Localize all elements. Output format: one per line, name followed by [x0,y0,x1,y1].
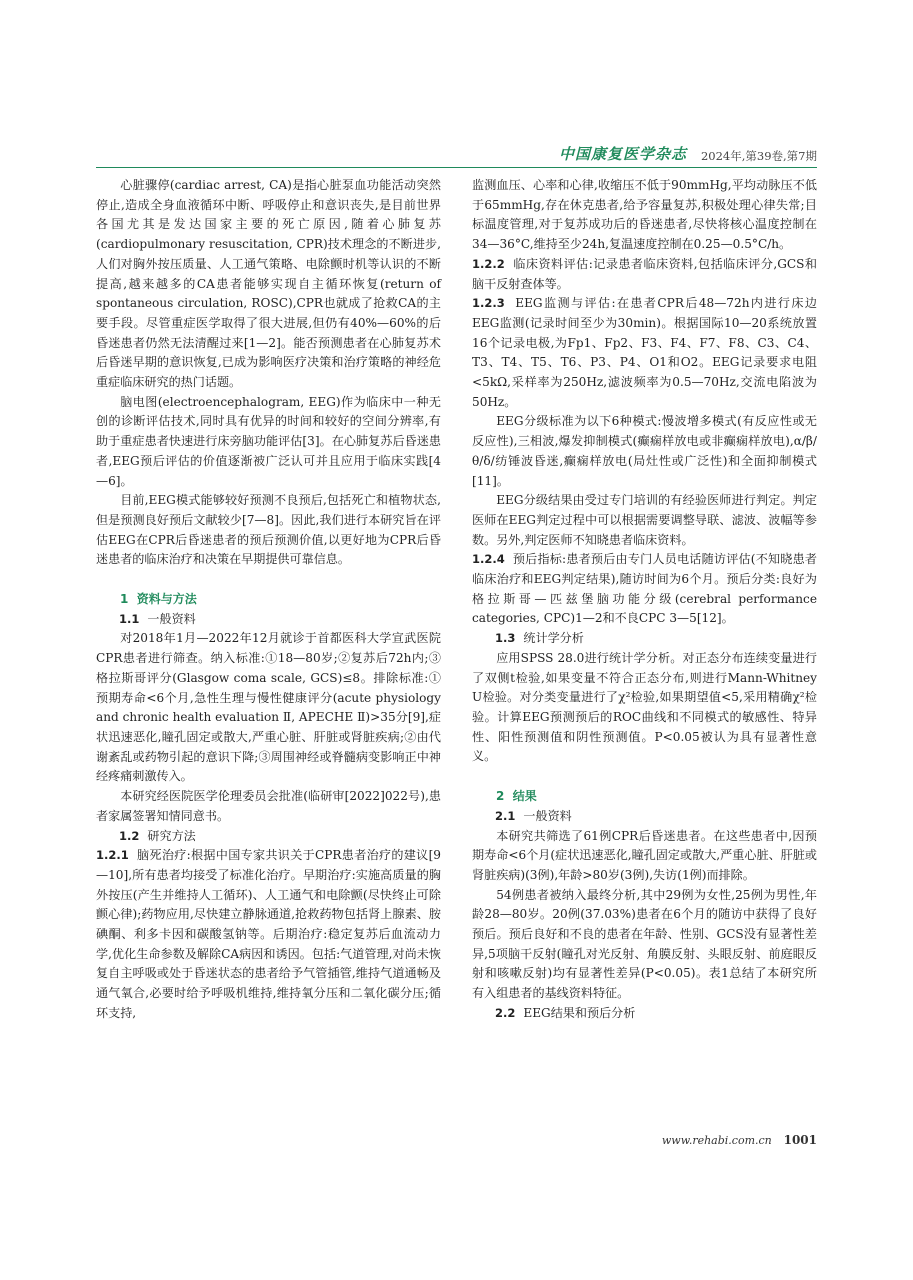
subsection-heading-1-2: 1.2 研究方法 [119,828,196,843]
subsection-heading-1-3: 1.3 统计学分析 [495,631,584,646]
subsection-heading-2-2: 2.2 EEG结果和预后分析 [495,1005,636,1020]
methods-paragraph-1-2-3: 1.2.3 EEG监测与评估:在患者CPR后48—72h内进行床边EEG监测(记录时间至少为30min)。根据国际10—20系统放置16个记录电极,为Fp1、Fp2、F3、F4、F7、F8、C3、C4、T3、T4、T5、T6、P3、P4、O1和O2。EEG记录要求电阻<5kΩ,采样率为250Hz,滤波频率为0.5—70Hz,交流电陷波为50Hz。 [472,296,817,409]
methods-paragraph-1-2-1: 1.2.1 脑死治疗:根据中国专家共识关于CPR患者治疗的建议[9—10],所有患者均接受了标准化治疗。早期治疗:实施高质量的胸外按压(产生并维持人工循环)、人工通气和电除颤(尽快终止可除颤心律);药物应用,尽快建立静脉通道,抢救药物包括肾上腺素、胺碘酮、利多卡因和碳酸氢钠等。后期治疗:稳定复苏后血流动力学,优化生命参数及解除CA病因和诱因。包括:气道管理,对尚未恢复自主呼吸或处于昏迷状态的患者给予气管插管,维持气道通畅及通气氧合,必要时给予呼吸机维持,维持氧分压和二氧化碳分压;循环支持, [96,848,441,1020]
page-number: 1001 [783,1133,817,1147]
page-footer [662,1133,817,1147]
intro-paragraph-3: 目前,EEG模式能够较好预测不良预后,包括死亡和植物状态,但是预测良好预后文献较少[7—8]。因此,我们进行本研究旨在评估EEG在CPR后昏迷患者的预后预测价值,以更好地为CPR后昏迷患者的临床治疗和决策在早期提供可靠信息。 [96,493,441,567]
results-paragraph-analysis: 54例患者被纳入最终分析,其中29例为女性,25例为男性,年龄28—80岁。20例(37.03%)患者在6个月的随访中获得了良好预后。预后良好和不良的患者在年龄、性别、GCS没有显著性差异,5项脑干反射(瞳孔对光反射、角膜反射、头眼反射、前庭眼反射和咳嗽反射)均有显著性差异(P<0.05)。表1总结了本研究所有入组患者的基线资料特征。 [472,887,817,1001]
methods-paragraph-1-2-4: 1.2.4 预后指标:患者预后由专门人员电话随访评估(不知晓患者临床治疗和EEG判定结果),随访时间为6个月。预后分类:良好为格拉斯哥—匹兹堡脑功能分级(cerebral performance categories, CPC)1—2和不良CPC 3—5[12]。 [472,552,817,626]
intro-paragraph-2: 脑电图(electroencephalogram, EEG)作为临床中一种无创的诊断评估技术,同时具有优异的时间和较好的空间分辨率,有助于重症患者快速进行床旁脑功能评估[3]。在心肺复苏后昏迷患者,EEG预后评估的价值逐渐被广泛认可并且应用于临床实践[4—6]。 [96,394,441,488]
left-column [96,176,441,1024]
subsection-heading-1-1: 1.1 一般资料 [119,611,196,626]
issue-info: 2024年,第39卷,第7期 [700,149,817,163]
eeg-judgement-paragraph: EEG分级结果由受过专门培训的有经验医师进行判定。判定医师在EEG判定过程中可以根据需要调整导联、滤波、波幅等参数。另外,判定医师不知晓患者临床资料。 [472,493,817,547]
methods-paragraph-ethics: 本研究经医院医学伦理委员会批准(临研审[2022]022号),患者家属签署知情同意书。 [96,789,441,823]
statistics-paragraph: 应用SPSS 28.0进行统计学分析。对正态分布连续变量进行了双侧t检验,如果变量不符合正态分布,则进行Mann-Whitney U检验。对分类变量进行了χ²检验,如果期望值<5,采用精确χ²检验。计算EEG预测预后的ROC曲线和不同模式的敏感性、特异性、阳性预测值和阴性预测值。P<0.05被认为具有显著性意义。 [472,650,817,764]
methods-paragraph-continued: 监测血压、心率和心律,收缩压不低于90mmHg,平均动脉压不低于65mmHg,存在休克患者,给予容量复苏,积极处理心律失常;目标温度管理,对于复苏成功后的昏迷患者,尽快将核心温度控制在34—36°C,维持至少24h,复温速度控制在0.25—0.5°C/h。 [472,178,817,252]
journal-logo: 中国康复医学杂志 [558,145,687,163]
methods-paragraph-1-2-2: 1.2.2 临床资料评估:记录患者临床资料,包括临床评分,GCS和脑干反射查体等。 [472,256,817,291]
running-header [96,138,817,168]
eeg-grading-paragraph: EEG分级标准为以下6种模式:慢波增多模式(有反应性或无反应性),三相波,爆发抑制模式(癫痫样放电或非癫痫样放电),α/β/θ/δ/纺锤波昏迷,癫痫样放电(局灶性或广泛性)和全面抑制模式[11]。 [472,414,817,488]
journal-url: www.rehabi.com.cn [661,1134,772,1147]
section-heading-results: 2 结果 [496,789,537,804]
right-column [472,176,817,1024]
intro-paragraph-1: 心脏骤停(cardiac arrest, CA)是指心脏泵血功能活动突然停止,造成全身血液循环中断、呼吸停止和意识丧失,是目前世界各国尤其是发达国家主要的死亡原因,随着心肺复苏(cardiopulmonary resuscitation, CPR)技术理念的不断进步,人们对胸外按压质量、人工通气策略、电除颤时机等认识的不断提高,越来越多的CA患者能够实现自主循环恢复(return of spontaneous circulation, ROSC),CPR也就成了抢救CA的主要手段。尽管重症医学取得了很大进展,但仍有40%—60%的后昏迷患者仍然无法清醒过来[1—2]。能否预测患者在心肺复苏术后昏迷早期的意识恢复,已成为影响医疗决策和治疗策略的神经危重症临床研究的热门话题。 [96,178,441,390]
section-heading-methods: 1 资料与方法 [120,592,197,607]
subsection-heading-2-1: 2.1 一般资料 [495,808,572,823]
results-paragraph-screening: 本研究共筛选了61例CPR后昏迷患者。在这些患者中,因预期寿命<6个月(症状迅速恶化,瞳孔固定或散大,严重心脏、肝脏或肾脏疾病)(3例),年龄>80岁(3例),失访(1例)而排除。 [472,828,817,882]
methods-paragraph-inclusion: 对2018年1月—2022年12月就诊于首都医科大学宣武医院CPR患者进行筛查。纳入标准:①18—80岁;②复苏后72h内;③格拉斯哥评分(Glasgow coma scale, GCS)≤8。排除标准:①预期寿命<6个月,急性生理与慢性健康评分(acute physiology and chronic health evaluation Ⅱ, APECHE Ⅱ)>35分[9],症状迅速恶化,瞳孔固定或散大,严重心脏、肝脏或肾脏疾病;②由代谢紊乱或药物引起的意识下降;③周围神经或脊髓病变影响正中神经疼痛刺激传入。 [96,631,441,784]
